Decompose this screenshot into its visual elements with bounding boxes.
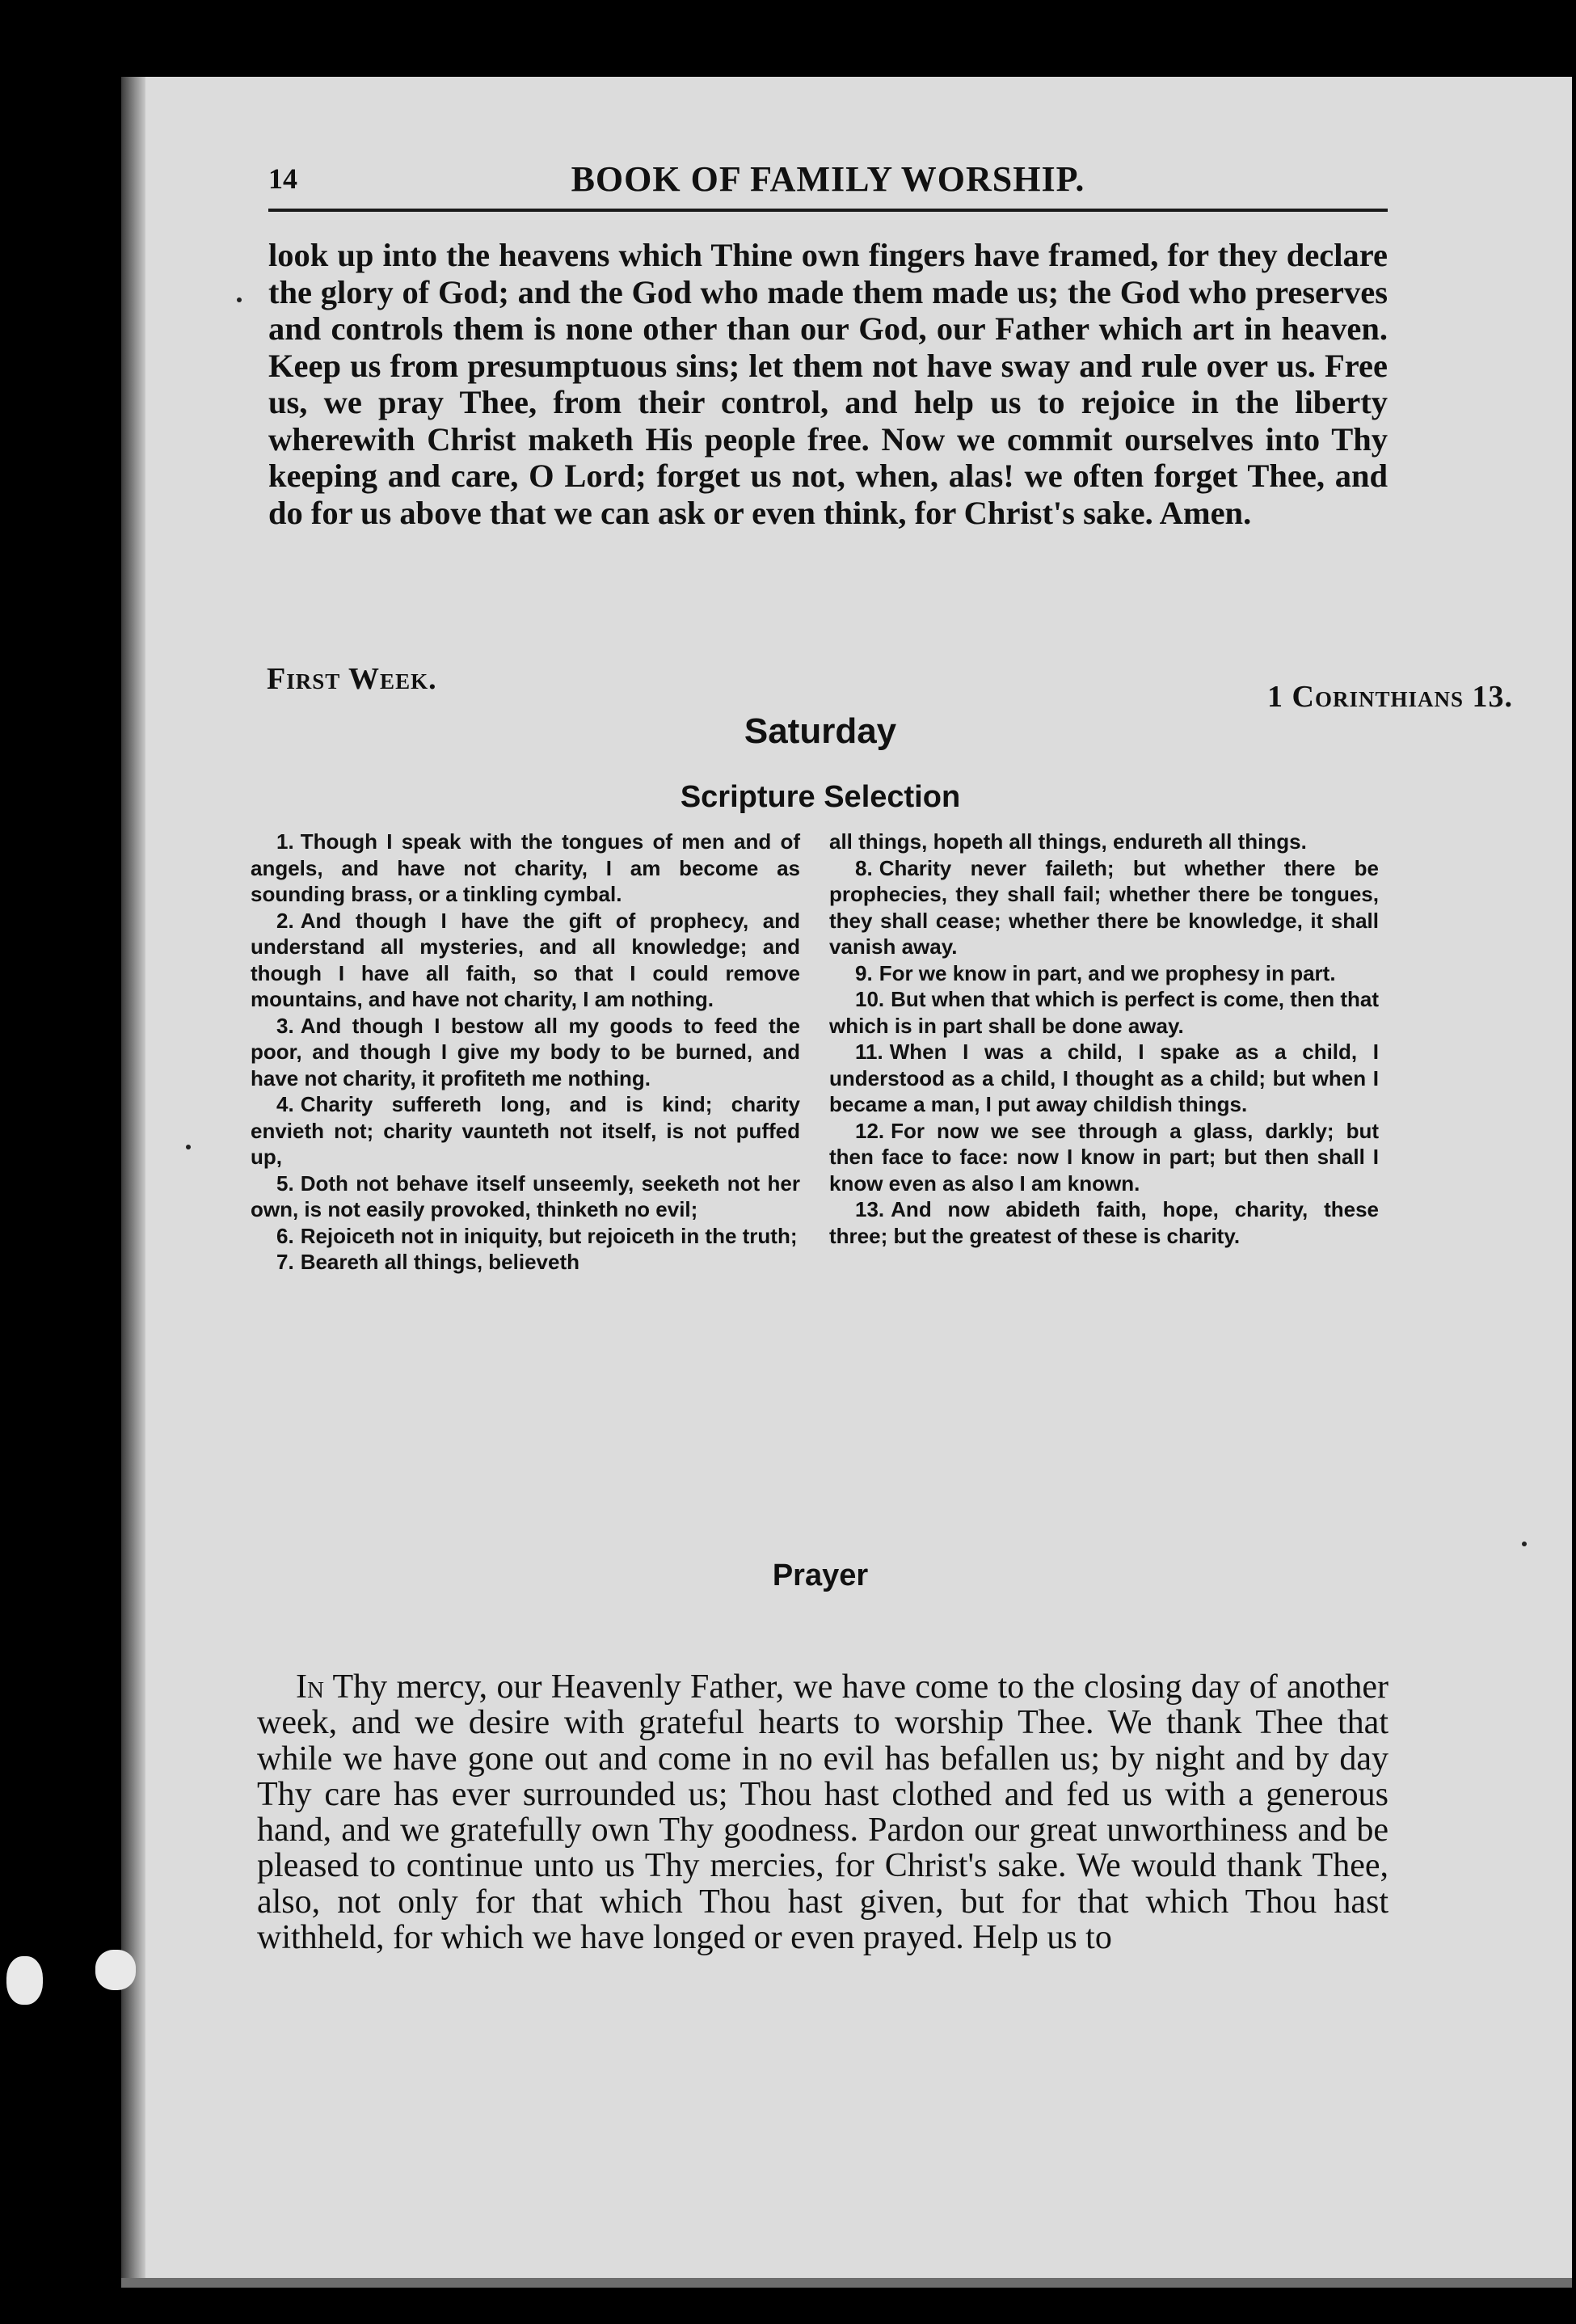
verse-number: 3. — [276, 1013, 294, 1038]
verse-number: 12. — [855, 1118, 885, 1143]
verse — [251, 1170, 800, 1223]
verse-number: 11. — [855, 1040, 883, 1064]
verse-continuation: all things, hopeth all things, endureth all things. — [829, 829, 1307, 854]
verse-number: 7. — [276, 1250, 294, 1274]
verse-text: And though I bestow all my goods to feed the poor, and though I give my body to be burned, and have not charity, it profiteth me nothing. — [251, 1013, 800, 1090]
verse-text: And though I have the gift of prophecy, and understand all mysteries, and all knowledge; and though I have all faith, so that I could remove mountains, and have not charity, I am nothing. — [251, 908, 800, 1011]
verse-text: Charity never faileth; but whether there be prophecies, they shall fail; whether there be tongues, they shall cease; whether there be knowledge, it shall vanish away. — [829, 855, 1379, 959]
ink-speck — [1522, 1542, 1527, 1546]
verse-number: 9. — [855, 960, 873, 985]
verse-text: Doth not behave itself unseemly, seeketh not her own, is not easily provoked, thinketh no evil; — [251, 1170, 800, 1221]
verse — [829, 986, 1379, 1039]
scripture-reference: 1 Corinthians 13. — [1267, 680, 1513, 714]
prayer-paragraph — [257, 1669, 1388, 1955]
verse-text: And now abideth faith, hope, charity, these three; but the greatest of these is charity. — [829, 1197, 1379, 1248]
verse — [251, 908, 800, 1013]
prayer-text: Thy mercy, our Heavenly Father, we have come to the closing day of another week, and we desire with grateful hearts to worship Thee. We thank Thee that while we have gone out and come in no evil has befallen us; by night and by day Thy care has ever surrounded us; Thou hast clothed and fed us with a generous hand, and we gratefully own Thy goodness. Pardon our great unworthiness and be pleased to continue unto us Thy mercies, for Christ's sake. We would thank Thee, also, not only for that which Thou hast given, but for that which Thou hast withheld, for which we have longed or even prayed. Help us to — [257, 1668, 1388, 1957]
prayer-body — [257, 1669, 1388, 1955]
verse-number: 10. — [855, 987, 885, 1011]
page-number: 14 — [268, 162, 297, 195]
verse-number: 13. — [855, 1197, 885, 1221]
day-heading: Saturday — [744, 711, 897, 751]
verse-text: Beareth all things, believeth — [300, 1250, 579, 1274]
scripture-column-right — [829, 829, 1379, 1249]
scripture-column-left — [251, 829, 800, 1276]
paper-blot — [6, 1956, 43, 2005]
verse — [251, 1013, 800, 1092]
verse — [829, 960, 1379, 987]
page-header — [268, 154, 1388, 212]
verse-number: 8. — [855, 855, 873, 880]
continued-prayer — [268, 237, 1388, 531]
verse-number: 2. — [276, 908, 294, 933]
prayer-heading: Prayer — [772, 1558, 869, 1592]
continued-prayer-text: look up into the heavens which Thine own fingers have framed, for they declare the glory of God; and the God who made them made us; the God who preserves and controls them is none other than our God, our Father which art in heaven. Keep us from presumptuous sins; let them not have sway and rule over us. Free us, we pray Thee, from their control, and help us to rejoice in the liberty wherewith Christ maketh His people free. Now we commit ourselves into Thy keeping and care, O Lord; forget us not, when, alas! we often forget Thee, and do for us above that we can ask or even think, for Christ's sake. Amen. — [268, 237, 1388, 531]
scripture-selection-heading: Scripture Selection — [680, 780, 961, 814]
verse — [829, 1039, 1379, 1118]
verse — [829, 1118, 1379, 1197]
ink-speck — [186, 1145, 191, 1149]
ink-speck — [237, 297, 242, 302]
verse-number: 6. — [276, 1223, 294, 1248]
verse-text: Though I speak with the tongues of men and of angels, and have not charity, I am become as sounding brass, or a tinkling cymbal. — [251, 829, 800, 906]
verse — [251, 1249, 800, 1276]
scripture-columns — [251, 829, 1398, 1544]
verse-text: For we know in part, and we prophesy in part. — [879, 960, 1336, 985]
verse — [251, 1091, 800, 1170]
verse-text: But when that which is perfect is come, then that which is in part shall be done away. — [829, 987, 1380, 1038]
paper-blot — [95, 1950, 136, 1990]
verse — [829, 1196, 1379, 1249]
verse-number: 1. — [276, 829, 294, 854]
page-bottom-edge — [121, 2278, 1572, 2288]
verse-number: 4. — [276, 1092, 294, 1116]
verse-number: 5. — [276, 1170, 294, 1196]
verse-text: For now we see through a glass, darkly; but then face to face: now I know in part; but then shall I know even as also I am known. — [829, 1118, 1379, 1196]
verse-text: Rejoiceth not in iniquity, but rejoiceth in the truth; — [300, 1223, 798, 1248]
running-title: BOOK OF FAMILY WORSHIP. — [571, 159, 1085, 199]
verse — [251, 829, 800, 908]
verse — [251, 1223, 800, 1250]
header-rule — [268, 209, 1388, 212]
verse-text: Charity suffereth long, and is kind; charity envieth not; charity vaunteth not itself, is not puffed up, — [251, 1092, 800, 1169]
verse — [829, 855, 1379, 960]
week-label: First Week. — [267, 662, 437, 696]
verse-text: When I was a child, I spake as a child, I understood as a child, I thought as a child; but when I became a man, I put away childish things. — [829, 1040, 1379, 1116]
prayer-first-word: In — [296, 1668, 324, 1706]
